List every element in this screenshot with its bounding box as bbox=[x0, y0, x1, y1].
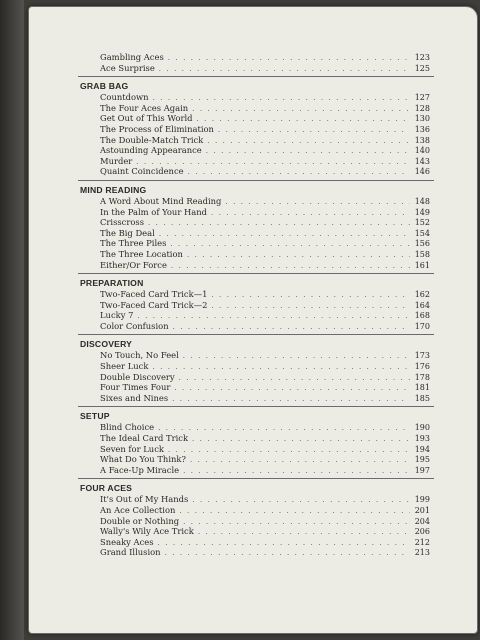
dot-leader bbox=[174, 383, 410, 394]
toc-entry bbox=[78, 113, 430, 124]
dot-leader bbox=[148, 218, 410, 229]
entry-page-number: 194 bbox=[414, 444, 430, 454]
toc-entry bbox=[78, 350, 430, 361]
entry-title: The Three Location bbox=[100, 248, 183, 259]
entry-title: Grand Illusion bbox=[100, 547, 161, 558]
entry-page-number: 146 bbox=[414, 167, 430, 177]
dot-leader bbox=[137, 311, 410, 322]
toc-entry bbox=[78, 52, 430, 63]
toc-entry bbox=[78, 361, 430, 372]
toc-entry bbox=[78, 238, 430, 249]
entry-page-number: 168 bbox=[414, 311, 430, 321]
toc-entry bbox=[78, 300, 430, 311]
toc-entry bbox=[78, 537, 430, 548]
entry-page-number: 164 bbox=[414, 300, 430, 310]
dot-leader bbox=[211, 290, 410, 301]
entry-page-number: 212 bbox=[414, 537, 430, 547]
toc-entry bbox=[78, 505, 430, 516]
section-heading: FOUR ACES bbox=[80, 483, 133, 494]
entry-title: No Touch, No Feel bbox=[100, 350, 179, 361]
entry-page-number: 125 bbox=[414, 63, 430, 73]
toc-entry bbox=[78, 310, 430, 321]
entry-title: Double Discovery bbox=[100, 371, 175, 382]
toc-entry bbox=[78, 516, 430, 527]
toc-entry bbox=[78, 494, 430, 505]
dot-leader bbox=[218, 125, 410, 136]
entry-title: Double or Nothing bbox=[100, 515, 180, 526]
entry-page-number: 195 bbox=[414, 455, 430, 465]
section-heading: MIND READING bbox=[80, 184, 147, 195]
entry-page-number: 199 bbox=[414, 495, 430, 505]
entry-title: What Do You Think? bbox=[100, 454, 186, 465]
entry-page-number: 158 bbox=[414, 249, 430, 259]
toc-entry bbox=[78, 145, 430, 156]
entry-title: Four Times Four bbox=[100, 382, 171, 393]
toc-entry bbox=[78, 547, 430, 558]
dot-leader bbox=[172, 394, 410, 405]
section-divider bbox=[78, 406, 434, 407]
entry-page-number: 193 bbox=[414, 434, 430, 444]
entry-title: The Four Aces Again bbox=[100, 102, 189, 113]
entry-title: Color Confusion bbox=[100, 320, 169, 331]
dot-leader bbox=[188, 167, 410, 178]
dot-leader bbox=[158, 423, 410, 434]
toc-entry bbox=[78, 433, 430, 444]
entry-page-number: 162 bbox=[414, 290, 430, 300]
entry-title: Sneaky Aces bbox=[100, 536, 154, 547]
toc-entry bbox=[78, 156, 430, 167]
toc-entry bbox=[78, 196, 430, 207]
entry-title: A Face-Up Miracle bbox=[100, 464, 180, 475]
toc-entry bbox=[78, 454, 430, 465]
toc-entry bbox=[78, 444, 430, 455]
entry-title: An Ace Collection bbox=[100, 505, 176, 515]
entry-page-number: 156 bbox=[414, 239, 430, 249]
dot-leader bbox=[179, 373, 410, 384]
entry-page-number: 128 bbox=[414, 103, 430, 113]
dot-leader bbox=[197, 114, 410, 125]
dot-leader bbox=[159, 229, 410, 240]
entry-page-number: 143 bbox=[414, 156, 430, 166]
entry-title: It's Out of My Hands bbox=[100, 494, 189, 505]
entry-title: The Process of Elimination bbox=[100, 123, 214, 134]
entry-page-number: 170 bbox=[414, 321, 430, 331]
entry-page-number: 138 bbox=[414, 135, 430, 145]
entry-page-number: 197 bbox=[414, 465, 430, 475]
toc-entry bbox=[78, 124, 430, 135]
section-heading: PREPARATION bbox=[80, 278, 144, 289]
section-divider bbox=[78, 76, 434, 77]
entry-title: The Big Deal bbox=[100, 227, 155, 238]
toc-entry bbox=[78, 393, 430, 404]
entry-title: In the Palm of Your Hand bbox=[100, 206, 208, 217]
entry-page-number: 161 bbox=[414, 260, 430, 270]
entry-page-number: 127 bbox=[414, 93, 430, 103]
dot-leader bbox=[198, 527, 410, 538]
dot-leader bbox=[170, 239, 410, 250]
entry-title: Astounding Appearance bbox=[100, 145, 202, 156]
entry-page-number: 136 bbox=[414, 124, 430, 134]
entry-page-number: 190 bbox=[414, 423, 430, 433]
entry-page-number: 149 bbox=[414, 207, 430, 217]
toc-entry bbox=[78, 135, 430, 146]
entry-page-number: 206 bbox=[414, 527, 430, 537]
entry-title: Blind Choice bbox=[100, 422, 155, 433]
dot-leader bbox=[211, 301, 410, 312]
entry-page-number: 123 bbox=[414, 53, 430, 62]
toc-entry bbox=[78, 260, 430, 271]
dot-leader bbox=[158, 538, 410, 549]
section-heading: GRAB BAG bbox=[80, 81, 129, 92]
dot-leader bbox=[179, 506, 410, 517]
dot-leader bbox=[183, 351, 410, 362]
entry-title: Ace Surprise bbox=[100, 62, 155, 73]
dot-leader bbox=[183, 466, 410, 477]
entry-page-number: 148 bbox=[414, 196, 430, 206]
dot-leader bbox=[165, 548, 410, 559]
entry-title: Get Out of This World bbox=[100, 113, 193, 124]
entry-title: Two-Faced Card Trick—1 bbox=[100, 289, 208, 300]
dot-leader bbox=[192, 104, 410, 115]
entry-title: Two-Faced Card Trick—2 bbox=[100, 299, 208, 310]
entry-page-number: 201 bbox=[414, 506, 430, 515]
entry-title: Murder bbox=[100, 155, 133, 166]
toc-entry bbox=[78, 372, 430, 383]
toc-entry bbox=[78, 382, 430, 393]
entry-title: Lucky 7 bbox=[100, 310, 134, 321]
toc-entry bbox=[78, 207, 430, 218]
dot-leader bbox=[168, 445, 410, 456]
entry-title: A Word About Mind Reading bbox=[100, 195, 222, 206]
entry-page-number: 130 bbox=[414, 114, 430, 124]
toc-entry bbox=[78, 103, 430, 114]
dot-leader bbox=[171, 261, 410, 272]
entry-page-number: 152 bbox=[414, 218, 430, 228]
table-of-contents bbox=[78, 52, 430, 558]
entry-title: The Double-Match Trick bbox=[100, 134, 204, 145]
dot-leader bbox=[207, 136, 410, 147]
entry-page-number: 154 bbox=[414, 228, 430, 238]
entry-title: Crisscross bbox=[100, 217, 145, 228]
section-divider bbox=[78, 180, 434, 181]
dot-leader bbox=[168, 53, 410, 64]
toc-entry bbox=[78, 217, 430, 228]
dot-leader bbox=[206, 146, 410, 157]
entry-title: Gambling Aces bbox=[100, 52, 164, 62]
dot-leader bbox=[152, 362, 410, 373]
dot-leader bbox=[190, 455, 410, 466]
dot-leader bbox=[173, 322, 410, 333]
toc-entry bbox=[78, 63, 430, 74]
entry-title: The Ideal Card Trick bbox=[100, 433, 189, 444]
dot-leader bbox=[192, 434, 410, 445]
entry-title: Either/Or Force bbox=[100, 259, 167, 270]
dot-leader bbox=[183, 517, 410, 528]
section-heading: DISCOVERY bbox=[80, 339, 133, 350]
toc-entry bbox=[78, 422, 430, 433]
entry-title: Seven for Luck bbox=[100, 443, 164, 454]
toc-entry bbox=[78, 289, 430, 300]
entry-page-number: 185 bbox=[414, 393, 430, 403]
dot-leader bbox=[192, 495, 410, 506]
section-divider bbox=[78, 334, 434, 335]
toc-entry bbox=[78, 166, 430, 177]
toc-entry bbox=[78, 526, 430, 537]
dot-leader bbox=[159, 64, 410, 75]
entry-page-number: 213 bbox=[414, 548, 430, 558]
toc-entry bbox=[78, 465, 430, 476]
dot-leader bbox=[211, 208, 410, 219]
book-spine bbox=[0, 0, 24, 640]
section-divider bbox=[78, 273, 434, 274]
entry-title: The Three Piles bbox=[100, 238, 167, 249]
toc-entry bbox=[78, 228, 430, 239]
dot-leader bbox=[187, 250, 410, 261]
entry-page-number: 173 bbox=[414, 351, 430, 361]
entry-title: Sixes and Nines bbox=[100, 392, 169, 403]
entry-title: Countdown bbox=[100, 92, 149, 103]
entry-title: Quaint Coincidence bbox=[100, 166, 184, 177]
entry-page-number: 140 bbox=[414, 146, 430, 156]
entry-title: Wally's Wily Ace Trick bbox=[100, 526, 194, 537]
toc-entry bbox=[78, 92, 430, 103]
entry-title: Sheer Luck bbox=[100, 361, 149, 372]
toc-entry bbox=[78, 321, 430, 332]
section-heading: SETUP bbox=[80, 411, 110, 422]
entry-page-number: 176 bbox=[414, 362, 430, 372]
entry-page-number: 204 bbox=[414, 516, 430, 526]
entry-page-number: 178 bbox=[414, 372, 430, 382]
dot-leader bbox=[225, 197, 410, 208]
section-divider bbox=[78, 478, 434, 479]
toc-entry bbox=[78, 249, 430, 260]
entry-page-number: 181 bbox=[414, 383, 430, 393]
